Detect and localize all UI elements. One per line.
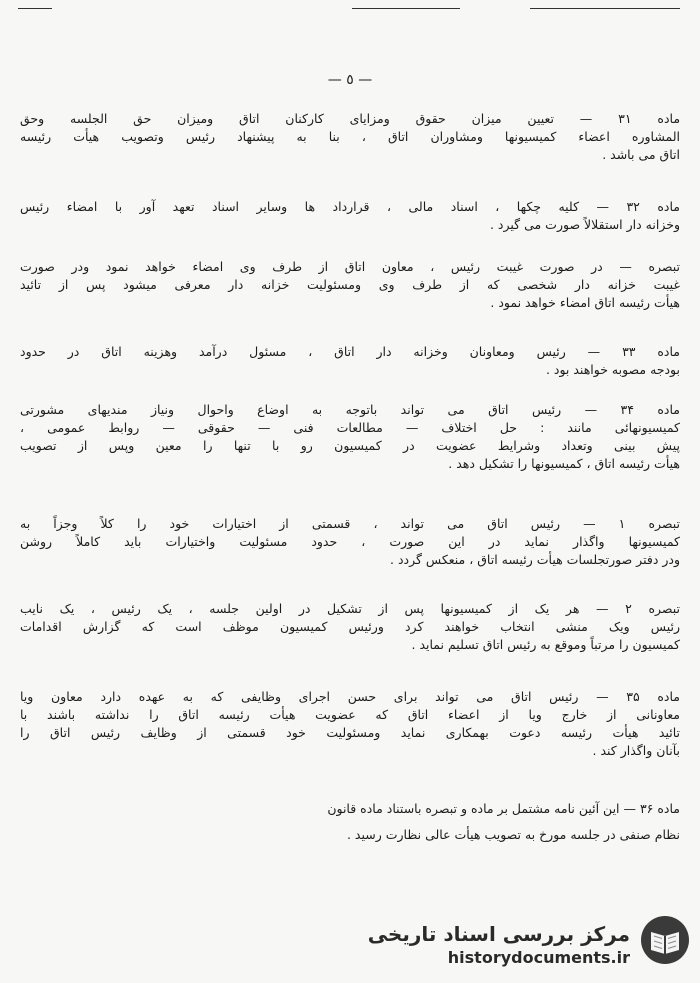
text-line: هیأت رئیسه اتاق امضاء خواهد نمود . <box>490 295 680 310</box>
text-line: ماده ۳۵ — رئیس اتاق می تواند برای حسن اجرای وظایفی که به عهده دارد معاون ویا <box>20 689 680 704</box>
text-line: تبصره ۲ — هر یک از کمیسیونها پس از تشکیل در اولین جلسه ، یک رئیس ، یک نایب <box>20 601 680 616</box>
text-line: نظام صنفی در جلسه مورخ به تصویب هیأت عالی نظارت رسید . <box>346 827 680 842</box>
text-line: ماده ۳۴ — رئیس اتاق می تواند باتوجه به اوضاع واحوال ونیاز مندیهای مشورتی <box>20 402 680 417</box>
text-line: ماده ۳۶ — این آئین نامه مشتمل بر ماده و تبصره باستناد ماده قانون <box>327 801 680 816</box>
article-32 <box>20 198 680 234</box>
text-line: غیبت خزانه دار شخصی که از طرف وی ومسئولیت خزانه دار معرفی میشود پس از تائید <box>20 277 680 292</box>
text-line: ماده ۳۲ — کلیه چکها ، اسناد مالی ، قرارداد ها وسایر اسناد تعهد آور با امضاء رئیس <box>20 199 680 214</box>
text-line: رئیس ویک منشی انتخاب خواهند کرد ورئیس کمیسیون موظف است که گزارش اقدامات <box>20 619 680 634</box>
article-33 <box>20 343 680 379</box>
article-34-note-2 <box>20 600 680 654</box>
text-line: ماده ۳۱ — تعیین میزان حقوق ومزایای کارکنان اتاق ومیزان حق الجلسه وحق <box>20 111 680 126</box>
text-line: کمیسیونها واگذار نماید در این صورت ، حدود مسئولیت واختیارات باید کاملاً روشن <box>20 534 680 549</box>
text-line: تائید هیأت رئیسه دعوت بهمکاری نماید ومسئولیت خود قسمتی از وظایف رئیس اتاق را <box>20 725 680 740</box>
article-34 <box>20 401 680 473</box>
text-line: بآنان واگذار کند . <box>592 743 680 758</box>
page-number: — ٥ — <box>327 72 373 88</box>
book-logo-icon <box>638 914 692 966</box>
text-line: بودجه مصوبه خواهند بود . <box>545 362 680 377</box>
article-31 <box>20 110 680 164</box>
text-line: المشاوره اعضاء کمیسیونها ومشاوران اتاق ، بنا به پیشنهاد رئیس وتصویب هیأت رئیسه <box>20 129 680 144</box>
article-34-note-1 <box>20 515 680 569</box>
article-35 <box>20 688 680 760</box>
text-line: ودر دفتر صورتجلسات هیأت رئیسه اتاق ، منعکس گردد . <box>390 552 680 567</box>
article-36 <box>20 800 680 844</box>
text-line: اتاق می باشد . <box>602 147 680 162</box>
text-line: تبصره ۱ — رئیس اتاق می تواند ، قسمتی از اختیارات خود را کلاً وجزاً به <box>20 516 680 531</box>
text-line: پیش بینی وتعداد وشرایط عضویت در کمیسیون رو با تنها را معین وپس از تصویب <box>20 438 680 453</box>
text-line: معاونانی از خارج ویا از اعضاء اتاق که عضویت هیأت رئیسه اتاق را نداشته باشند با <box>20 707 680 722</box>
text-line: کمیسیون را مرتباً وموقع به رئیس اتاق تسلیم نماید . <box>411 637 680 652</box>
text-line: تبصره — در صورت غیبت رئیس ، معاون اتاق از طرف وی امضاء خواهد نمود ودر صورت <box>20 259 680 274</box>
text-line: وخزانه دار استقلالاً صورت می گیرد . <box>489 217 680 232</box>
watermark-title: مرکز بررسی اسناد تاریخی <box>367 922 630 946</box>
text-line: کمیسیونهائی مانند : حل اختلاف — مطالعات فنی — حقوقی — روابط عمومی ، <box>20 420 680 435</box>
text-line: ماده ۳۳ — رئیس ومعاونان وخزانه دار اتاق ، مسئول درآمد وهزینه اتاق در حدود <box>20 344 680 359</box>
article-32-note <box>20 258 680 312</box>
watermark <box>367 908 692 974</box>
top-scan-marks <box>0 0 700 16</box>
watermark-url: historydocuments.ir <box>447 948 630 967</box>
text-line: هیأت رئیسه اتاق ، کمیسیونها را تشکیل دهد . <box>448 456 680 471</box>
